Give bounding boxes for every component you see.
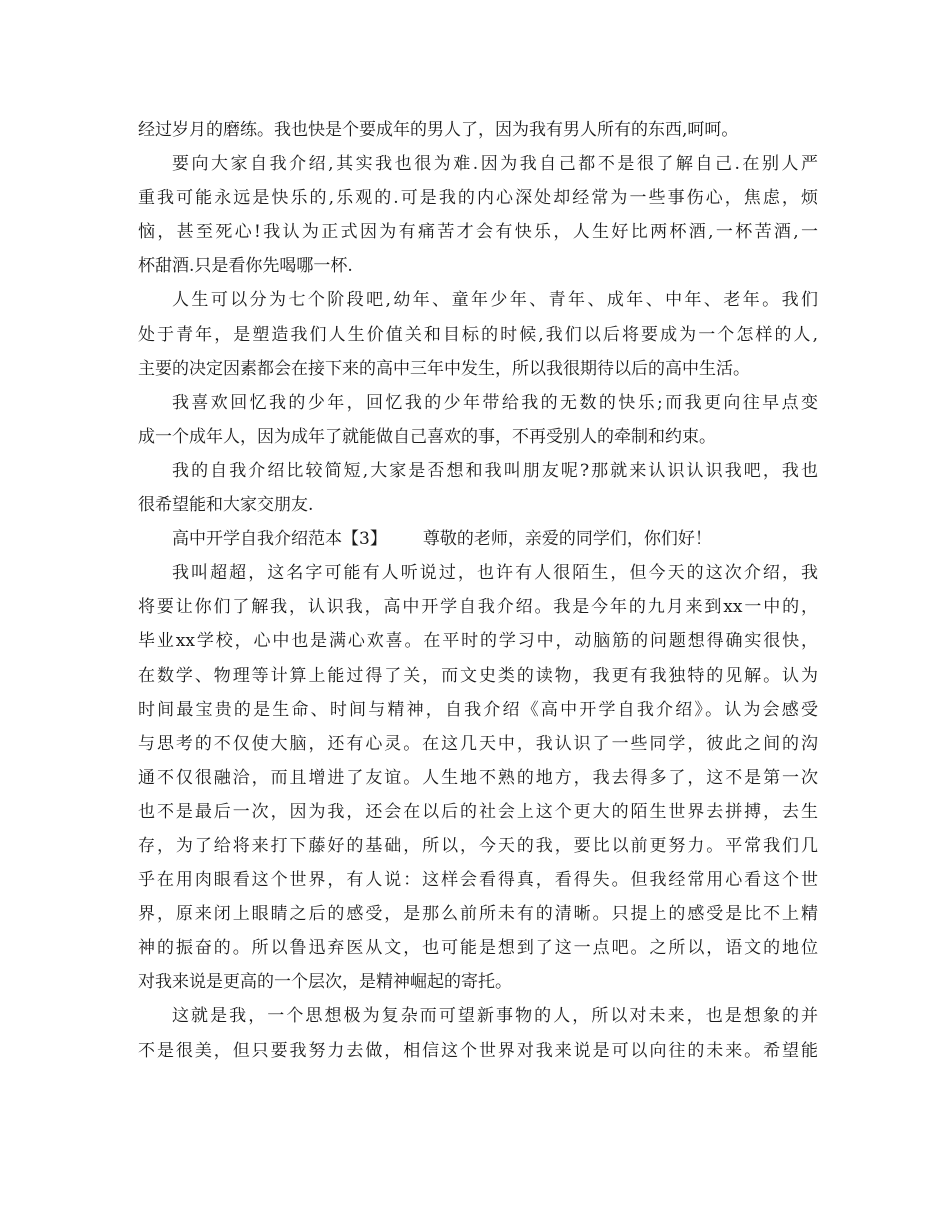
text-line: 主要的决定因素都会在接下来的高中三年中发生，所以我很期待以后的高中生活。 bbox=[138, 358, 750, 379]
text-line: 我叫超超，这名字可能有人听说过，也许有人很陌生，但今天的这次介绍，我 bbox=[172, 563, 818, 584]
text-line: 不是很美，但只要我努力去做，相信这个世界对我来说是可以向往的未来。希望能 bbox=[138, 1040, 818, 1061]
text-line: 处于青年，是塑造我们人生价值关和目标的时候,我们以后将要成为一个怎样的人, bbox=[138, 324, 818, 345]
text-line: 毕业xx学校，心中也是满心欢喜。在平时的学习中，动脑筋的问题想得确实很快， bbox=[138, 631, 818, 652]
text-line: 存，为了给将来打下藤好的基础，所以，今天的我，要比以前更努力。平常我们几 bbox=[138, 835, 818, 856]
text-line: 恼，甚至死心!我认为正式因为有痛苦才会有快乐，人生好比两杯酒,一杯苦酒,一 bbox=[138, 222, 818, 243]
document-body bbox=[138, 113, 818, 1068]
text-line: 我喜欢回忆我的少年，回忆我的少年带给我的无数的快乐;而我更向往早点变 bbox=[172, 392, 818, 413]
text-line: 重我可能永远是快乐的,乐观的.可是我的内心深处却经常为一些事伤心，焦虑，烦 bbox=[138, 188, 818, 209]
text-line: 对我来说是更高的一个层次，是精神崛起的寄托。 bbox=[138, 972, 512, 993]
text-line: 很希望能和大家交朋友. bbox=[138, 495, 314, 516]
text-line: 在数学、物理等计算上能过得了关，而文史类的读物，我更有我独特的见解。认为 bbox=[138, 665, 818, 686]
text-line: 界，原来闭上眼睛之后的感受，是那么前所未有的清晰。只提上的感受是比不上精 bbox=[138, 904, 818, 925]
text-line: 通不仅很融洽，而且增进了友谊。人生地不熟的地方，我去得多了，这不是第一次 bbox=[138, 767, 818, 788]
text-line: 乎在用肉眼看这个世界，有人说：这样会看得真，看得失。但我经常用心看这个世 bbox=[138, 870, 818, 891]
text-line: 将要让你们了解我，认识我，高中开学自我介绍。我是今年的九月来到xx一中的， bbox=[138, 597, 818, 618]
text-line: 成一个成年人，因为成年了就能做自己喜欢的事，不再受别人的牵制和约束。 bbox=[138, 426, 716, 447]
greeting: 尊敬的老师，亲爱的同学们，你们好！ bbox=[422, 529, 712, 550]
text-line: 时间最宝贵的是生命、时间与精神，自我介绍《高中开学自我介绍》。认为会感受 bbox=[138, 699, 818, 720]
text-line: 我的自我介绍比较简短,大家是否想和我叫朋友呢?那就来认识认识我吧，我也 bbox=[172, 460, 818, 481]
text-line: 这就是我，一个思想极为复杂而可望新事物的人，所以对未来，也是想象的并 bbox=[172, 1006, 818, 1027]
text-line: 人生可以分为七个阶段吧,幼年、童年少年、青年、成年、中年、老年。我们 bbox=[172, 290, 818, 311]
section-heading: 高中开学自我介绍范本【3】 bbox=[172, 529, 387, 550]
text-line: 杯甜酒.只是看你先喝哪一杯. bbox=[138, 256, 353, 277]
text-line: 要向大家自我介绍,其实我也很为难.因为我自己都不是很了解自己.在别人严 bbox=[172, 154, 818, 175]
text-line: 也不是最后一次，因为我，还会在以后的社会上这个更大的陌生世界去拼搏，去生 bbox=[138, 801, 818, 822]
text-line: 经过岁月的磨练。我也快是个要成年的男人了，因为我有男人所有的东西,呵呵。 bbox=[138, 120, 739, 140]
text-line: 神的振奋的。所以鲁迅弃医从文，也可能是想到了这一点吧。之所以，语文的地位 bbox=[138, 938, 818, 959]
text-line: 与思考的不仅使大脑，还有心灵。在这几天中，我认识了一些同学，彼此之间的沟 bbox=[138, 733, 818, 754]
section-heading-line bbox=[138, 522, 818, 556]
